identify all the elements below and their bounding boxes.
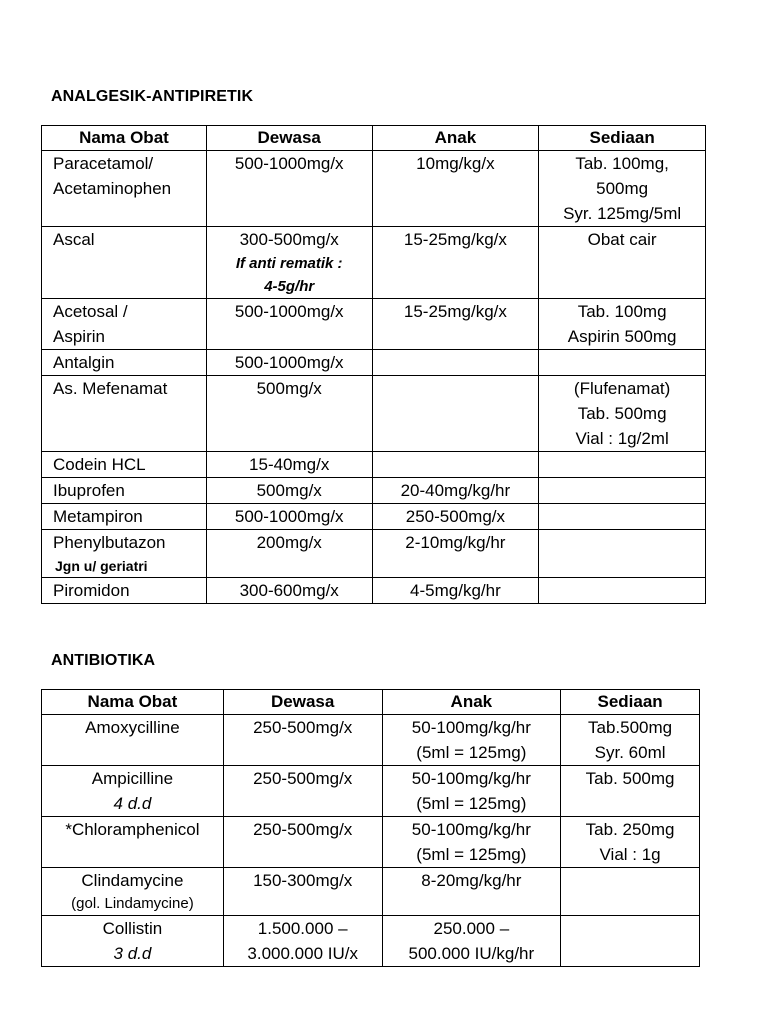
analgesik-table: [41, 125, 706, 604]
cell-anak: [382, 817, 561, 868]
anak-text: 250-500mg/x: [405, 507, 505, 526]
table-header-row: [42, 126, 706, 151]
table-header-row: [42, 690, 700, 715]
cell-nama: [42, 350, 207, 376]
table-row: [42, 376, 706, 452]
nama-text: Metampiron: [53, 507, 143, 526]
anak-text: 50-100mg/kg/hr: [411, 718, 531, 737]
dewasa-text: 150-300mg/x: [253, 871, 353, 890]
dewasa-text: 300-500mg/x: [239, 230, 339, 249]
cell-sediaan: [539, 227, 706, 299]
sediaan-text: Syr. 60ml: [594, 743, 666, 762]
column-header: Dewasa: [206, 126, 372, 151]
dewasa-text: 500-1000mg/x: [234, 353, 344, 372]
cell-anak: [372, 452, 539, 478]
cell-dewasa: [206, 227, 372, 299]
dewasa-text: 500-1000mg/x: [234, 154, 344, 173]
cell-sediaan: [539, 299, 706, 350]
cell-dewasa: [206, 578, 372, 604]
cell-nama: [42, 151, 207, 227]
cell-sediaan: [561, 916, 700, 967]
table-row: [42, 530, 706, 578]
cell-nama: [42, 299, 207, 350]
cell-sediaan: [539, 530, 706, 578]
dewasa-text: 250-500mg/x: [253, 718, 353, 737]
nama-text: Antalgin: [53, 353, 115, 372]
cell-anak: [372, 504, 539, 530]
nama-text: Clindamycine: [81, 871, 184, 890]
anak-text: 2-10mg/kg/hr: [405, 533, 506, 552]
cell-nama: [42, 504, 207, 530]
cell-nama: [42, 227, 207, 299]
column-header: Sediaan: [561, 690, 700, 715]
sediaan-text: Tab. 100mg,: [575, 154, 669, 173]
cell-sediaan: [539, 578, 706, 604]
dewasa-text: 500-1000mg/x: [234, 507, 344, 526]
dewasa-text: 500mg/x: [256, 379, 322, 398]
table-row: [42, 766, 700, 817]
column-header: Anak: [372, 126, 539, 151]
anak-text: 50-100mg/kg/hr: [411, 769, 531, 788]
anak-text: 20-40mg/kg/hr: [400, 481, 511, 500]
column-header: Dewasa: [223, 690, 382, 715]
cell-dewasa: [223, 868, 382, 916]
cell-anak: [382, 916, 561, 967]
cell-anak: [372, 478, 539, 504]
sediaan-text: Vial : 1g/2ml: [575, 429, 669, 448]
cell-anak: [372, 578, 539, 604]
nama-text: Collistin: [102, 919, 163, 938]
cell-dewasa: [206, 530, 372, 578]
cell-anak: [372, 350, 539, 376]
cell-nama: [42, 578, 207, 604]
cell-dewasa: [206, 299, 372, 350]
table-row: [42, 715, 700, 766]
cell-nama: [42, 916, 224, 967]
anak-text: 15-25mg/kg/x: [403, 302, 507, 321]
anak-text: 250.000 –: [433, 919, 510, 938]
dewasa-text: 500mg/x: [256, 481, 322, 500]
dewasa-text: 3.000.000 IU/x: [247, 944, 358, 963]
cell-dewasa: [206, 452, 372, 478]
sediaan-text: Tab. 100mg: [577, 302, 667, 321]
nama-text: Ibuprofen: [53, 481, 125, 500]
table-row: [42, 817, 700, 868]
anak-text: (5ml = 125mg): [416, 845, 527, 864]
anak-text: 50-100mg/kg/hr: [411, 820, 531, 839]
nama-text: Acetaminophen: [53, 179, 172, 198]
dewasa-text: 15-40mg/x: [249, 455, 330, 474]
nama-text: Phenylbutazon: [53, 533, 166, 552]
anak-text: 15-25mg/kg/x: [403, 230, 507, 249]
nama-text: Aspirin: [53, 327, 105, 346]
cell-dewasa: [206, 504, 372, 530]
sediaan-text: Tab. 250mg: [585, 820, 675, 839]
table-row: [42, 504, 706, 530]
table-row: [42, 578, 706, 604]
sediaan-text: Syr. 125mg/5ml: [563, 204, 682, 223]
cell-sediaan: [561, 817, 700, 868]
cell-dewasa: [223, 766, 382, 817]
cell-anak: [382, 715, 561, 766]
anak-text: 8-20mg/kg/hr: [421, 871, 522, 890]
column-header: Anak: [382, 690, 561, 715]
sediaan-text: Aspirin 500mg: [567, 327, 677, 346]
dosing-frequency: 4 d.d: [113, 794, 152, 813]
nama-text: Ampicilline: [91, 769, 174, 788]
table-row: [42, 299, 706, 350]
anak-text: (5ml = 125mg): [416, 743, 527, 762]
cell-sediaan: [539, 504, 706, 530]
nama-text: Ascal: [53, 230, 95, 249]
cell-dewasa: [206, 478, 372, 504]
cell-anak: [372, 376, 539, 452]
sediaan-text: (Flufenamat): [573, 379, 671, 398]
dewasa-text: 250-500mg/x: [253, 820, 353, 839]
cell-nama: [42, 478, 207, 504]
cell-nama: [42, 452, 207, 478]
cell-dewasa: [206, 376, 372, 452]
nama-text: Amoxycilline: [85, 718, 180, 737]
section-title-antibiotika: ANTIBIOTIKA: [51, 652, 156, 669]
dosage-note: 4-5g/hr: [264, 278, 315, 295]
column-header: Nama Obat: [42, 690, 224, 715]
anak-text: 10mg/kg/x: [416, 154, 495, 173]
dewasa-text: 300-600mg/x: [239, 581, 339, 600]
cell-sediaan: [539, 350, 706, 376]
anak-text: 4-5mg/kg/hr: [410, 581, 501, 600]
table-row: [42, 227, 706, 299]
table-row: [42, 916, 700, 967]
cell-dewasa: [223, 715, 382, 766]
cell-nama: [42, 868, 224, 916]
sediaan-text: 500mg: [596, 179, 649, 198]
cell-sediaan: [561, 715, 700, 766]
dosing-frequency: 3 d.d: [113, 944, 152, 963]
cell-dewasa: [223, 916, 382, 967]
section-title-analgesik: ANALGESIK-ANTIPIRETIK: [51, 88, 254, 105]
anak-text: 500.000 IU/kg/hr: [408, 944, 535, 963]
nama-text: Acetosal /: [53, 302, 128, 321]
nama-text: Paracetamol/: [53, 154, 154, 173]
cell-anak: [372, 299, 539, 350]
sediaan-text: Vial : 1g: [599, 845, 661, 864]
sediaan-text: Tab. 500mg: [585, 769, 675, 788]
antibiotika-table: [41, 689, 700, 967]
table-row: [42, 478, 706, 504]
drug-group: (gol. Lindamycine): [71, 895, 194, 912]
cell-sediaan: [539, 478, 706, 504]
column-header: Sediaan: [539, 126, 706, 151]
drug-note: Jgn u/ geriatri: [55, 558, 148, 574]
cell-nama: [42, 530, 207, 578]
cell-sediaan: [561, 766, 700, 817]
cell-dewasa: [206, 350, 372, 376]
table-row: [42, 151, 706, 227]
cell-anak: [372, 151, 539, 227]
sediaan-text: Obat cair: [587, 230, 657, 249]
dewasa-text: 200mg/x: [256, 533, 322, 552]
cell-nama: [42, 715, 224, 766]
table-row: [42, 350, 706, 376]
cell-dewasa: [206, 151, 372, 227]
cell-sediaan: [539, 452, 706, 478]
cell-nama: [42, 376, 207, 452]
table-row: [42, 452, 706, 478]
cell-nama: [42, 817, 224, 868]
dewasa-text: 500-1000mg/x: [234, 302, 344, 321]
dewasa-text: 250-500mg/x: [253, 769, 353, 788]
sediaan-text: Tab.500mg: [588, 718, 673, 737]
sediaan-text: Tab. 500mg: [577, 404, 667, 423]
nama-text: As. Mefenamat: [53, 379, 168, 398]
nama-text: Codein HCL: [53, 455, 146, 474]
nama-text: Piromidon: [53, 581, 130, 600]
column-header: Nama Obat: [42, 126, 207, 151]
cell-dewasa: [223, 817, 382, 868]
cell-nama: [42, 766, 224, 817]
dewasa-text: 1.500.000 –: [257, 919, 348, 938]
cell-anak: [372, 227, 539, 299]
cell-sediaan: [539, 376, 706, 452]
dosage-note: If anti rematik :: [235, 255, 343, 272]
nama-text: *Chloramphenicol: [65, 820, 200, 839]
cell-sediaan: [561, 868, 700, 916]
table-row: [42, 868, 700, 916]
anak-text: (5ml = 125mg): [416, 794, 527, 813]
cell-sediaan: [539, 151, 706, 227]
cell-anak: [382, 868, 561, 916]
cell-anak: [382, 766, 561, 817]
cell-anak: [372, 530, 539, 578]
